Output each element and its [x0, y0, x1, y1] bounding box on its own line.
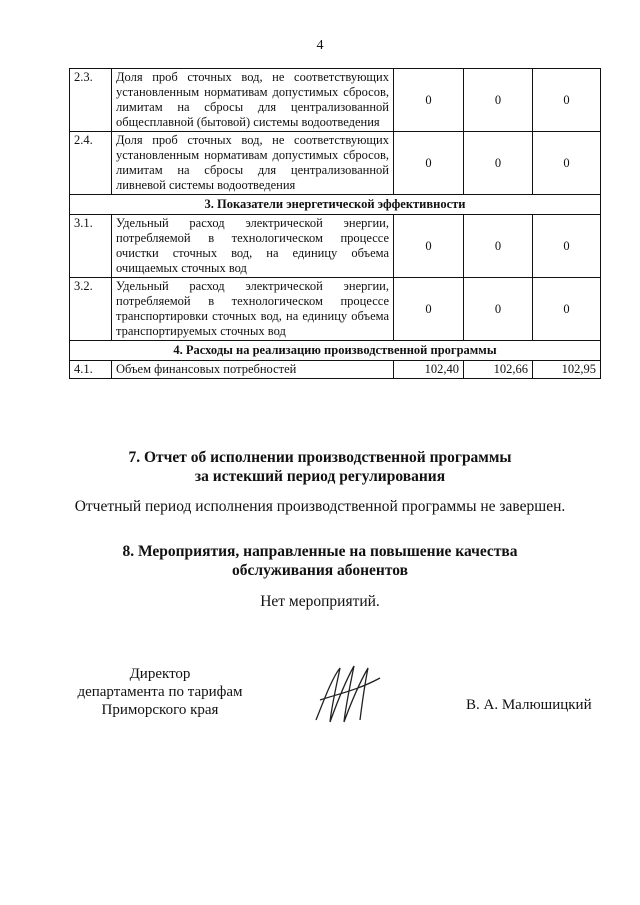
table-row — [70, 361, 601, 379]
table-row — [70, 132, 601, 195]
row-description: Удельный расход электрической энергии, потребляемой в технологическом процессе очистки сточных вод, на единицу объема очищаемых сточных вод — [112, 215, 394, 278]
row-number: 2.3. — [70, 69, 112, 132]
value-cell: 102,66 — [464, 361, 533, 379]
signatory-title — [70, 665, 250, 719]
section8-text: Нет мероприятий. — [260, 593, 380, 610]
signatory-title-line3: Приморского края — [101, 702, 219, 718]
value-cell: 0 — [464, 278, 533, 341]
value-cell: 102,95 — [533, 361, 601, 379]
signatory-name: В. А. Малюшицкий — [466, 697, 592, 713]
value-cell: 0 — [533, 278, 601, 341]
indicators-table — [69, 68, 601, 379]
row-number: 3.1. — [70, 215, 112, 278]
value-cell: 102,40 — [394, 361, 464, 379]
section7-heading — [0, 448, 640, 486]
section7-text: Отчетный период исполнения производственной программы не завершен. — [74, 498, 566, 515]
signatory-title-line1: Директор — [129, 666, 191, 682]
section7-heading-line2: за истекший период регулирования — [194, 468, 446, 485]
value-cell: 0 — [533, 132, 601, 195]
row-description: Доля проб сточных вод, не соответствующих установленным нормативам допустимых сбросов, лимитам на сбросы для централизованной общесплавной (бытовой) системы водоотведения — [112, 69, 394, 132]
section-title: 4. Расходы на реализацию производственной программы — [70, 341, 601, 361]
value-cell: 0 — [394, 278, 464, 341]
value-cell: 0 — [533, 69, 601, 132]
row-number: 4.1. — [70, 361, 112, 379]
table-section-row — [70, 195, 601, 215]
row-number: 3.2. — [70, 278, 112, 341]
value-cell: 0 — [464, 69, 533, 132]
section-title: 3. Показатели энергетической эффективности — [70, 195, 601, 215]
value-cell: 0 — [394, 69, 464, 132]
value-cell: 0 — [394, 215, 464, 278]
table-row — [70, 215, 601, 278]
table-row — [70, 69, 601, 132]
section7-heading-line1: 7. Отчет об исполнении производственной программы — [128, 449, 512, 466]
row-description: Доля проб сточных вод, не соответствующих установленным нормативам допустимых сбросов, лимитам на сбросы для централизованной ливневой системы водоотведения — [112, 132, 394, 195]
value-cell: 0 — [464, 132, 533, 195]
page-number: 4 — [316, 38, 324, 53]
row-number: 2.4. — [70, 132, 112, 195]
row-description: Удельный расход электрической энергии, потребляемой в технологическом процессе транспортировки сточных вод, на единицу объема транспортируемых сточных вод — [112, 278, 394, 341]
value-cell: 0 — [533, 215, 601, 278]
table-row — [70, 278, 601, 341]
value-cell: 0 — [464, 215, 533, 278]
section8-heading — [0, 542, 640, 580]
handwritten-signature — [310, 660, 390, 730]
value-cell: 0 — [394, 132, 464, 195]
signatory-title-line2: департамента по тарифам — [77, 684, 243, 700]
section8-heading-line1: 8. Мероприятия, направленные на повышение качества — [122, 543, 518, 560]
table-section-row — [70, 341, 601, 361]
section8-heading-line2: обслуживания абонентов — [232, 562, 408, 579]
row-description: Объем финансовых потребностей — [112, 361, 394, 379]
